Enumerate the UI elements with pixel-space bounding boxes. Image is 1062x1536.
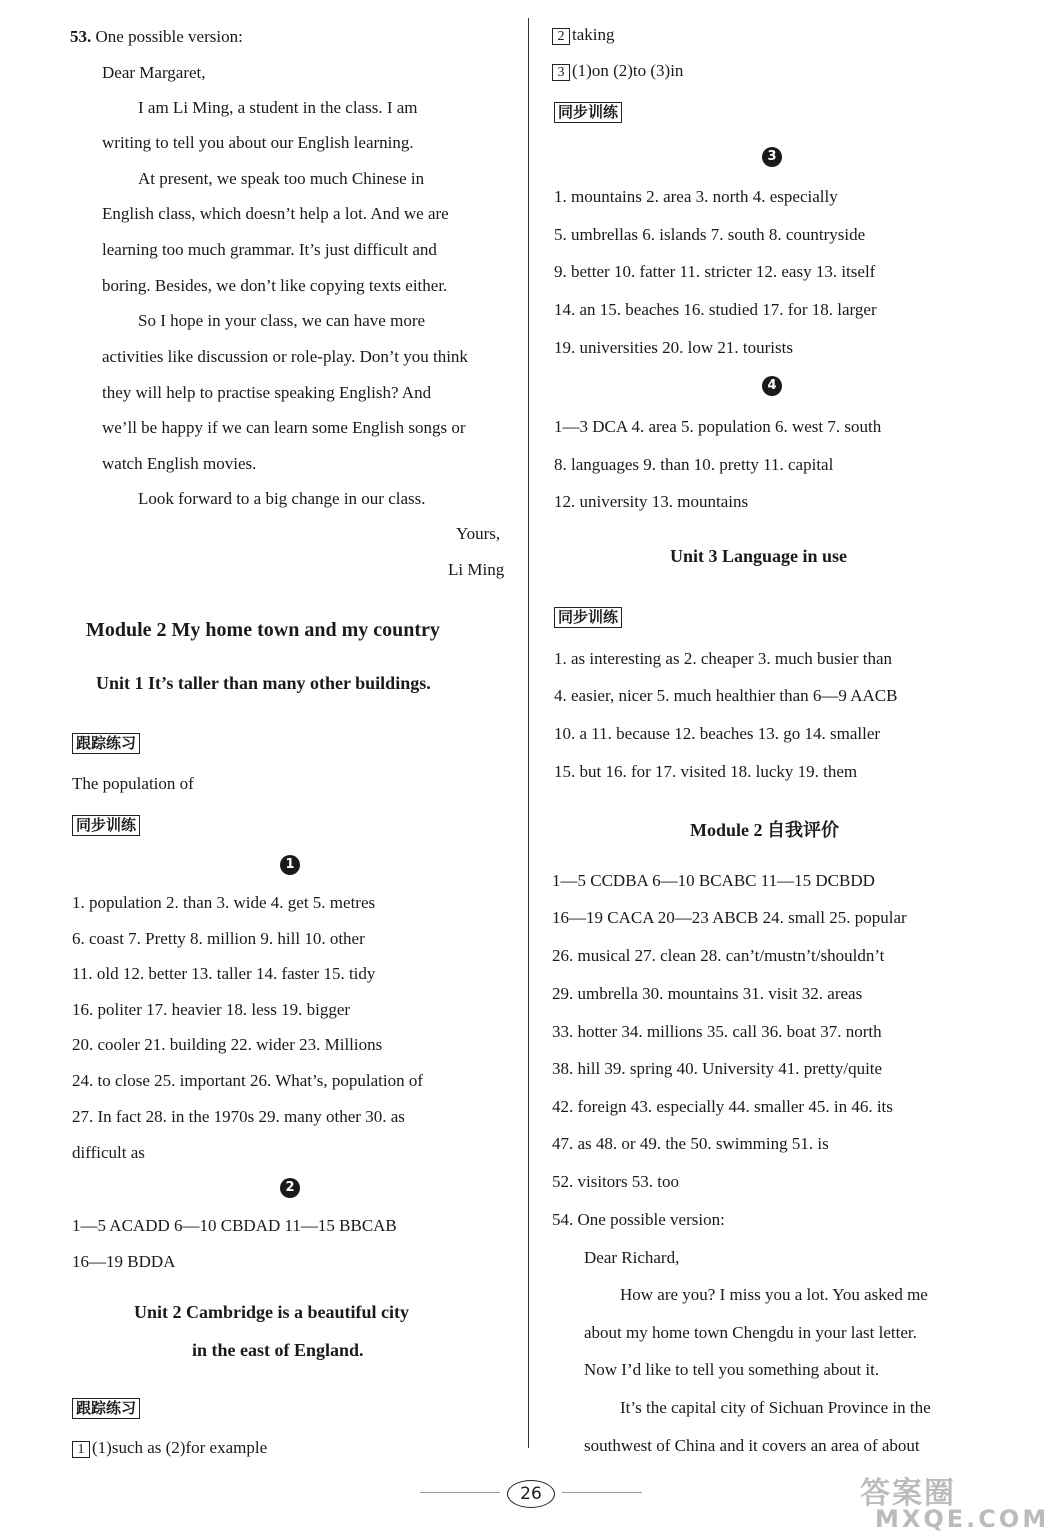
- tag-tongbu-right-2: 同步训练: [554, 607, 622, 628]
- unit2-title-2: in the east of England.: [192, 1340, 364, 1360]
- letter1-line: learning too much grammar. It’s just difficult and: [102, 240, 437, 259]
- ex1-line: 1. population 2. than 3. wide 4. get 5. metres: [72, 893, 376, 912]
- eval-line: 29. umbrella 30. mountains 31. visit 32. areas: [552, 984, 863, 1003]
- letter1-line: I am Li Ming, a student in the class. I am: [138, 98, 418, 117]
- tag-tongbu-right: 同步训练: [554, 102, 622, 123]
- watermark-url: MXQE.COM: [875, 1505, 1050, 1533]
- section-4-icon: 4: [762, 376, 782, 396]
- eval-line: 16—19 CACA 20—23 ABCB 24. small 25. popular: [552, 908, 907, 927]
- letter1-line: So I hope in your class, we can have more: [138, 311, 426, 330]
- ex5-line: 10. a 11. because 12. beaches 13. go 14. smaller: [554, 724, 881, 743]
- box1-line: [72, 1437, 267, 1459]
- genzong-answer: The population of: [72, 774, 194, 793]
- letter1-line: watch English movies.: [102, 454, 257, 473]
- box-2-icon: 2: [552, 28, 570, 45]
- box3-answer: (1)on (2)to (3)in: [572, 61, 684, 80]
- section-3-icon: 3: [762, 147, 782, 167]
- ex1-line: 16. politer 17. heavier 18. less 19. bigger: [72, 1000, 351, 1019]
- q53-line: [70, 26, 243, 48]
- ex1-line: 24. to close 25. important 26. What’s, population of: [72, 1071, 423, 1090]
- ex5-line: 4. easier, nicer 5. much healthier than 6—9 AACB: [554, 686, 898, 705]
- eval-line: 42. foreign 43. especially 44. smaller 45. in 46. its: [552, 1097, 893, 1116]
- letter1-closing: Yours,: [456, 524, 501, 543]
- tag-genzong-2: 跟踪练习: [72, 1398, 140, 1419]
- ex1-line: 20. cooler 21. building 22. wider 23. Millions: [72, 1035, 383, 1054]
- letter1-line: Look forward to a big change in our class.: [138, 489, 426, 508]
- letter1-line: we’ll be happy if we can learn some English songs or: [102, 418, 466, 437]
- letter1-signature: Li Ming: [448, 560, 505, 579]
- letter2-line: southwest of China and it covers an area of about: [584, 1436, 920, 1455]
- page-number: 26: [507, 1480, 555, 1508]
- ex4-line: 1—3 DCA 4. area 5. population 6. west 7. south: [554, 417, 882, 436]
- module-title: Module 2 My home town and my country: [86, 619, 440, 641]
- eval-line: 52. visitors 53. too: [552, 1172, 680, 1191]
- ex2-line: 1—5 ACADD 6—10 CBDAD 11—15 BBCAB: [72, 1216, 397, 1235]
- ex5-line: 1. as interesting as 2. cheaper 3. much busier than: [554, 649, 893, 668]
- box2-answer: taking: [572, 25, 615, 44]
- letter1-line: English class, which doesn’t help a lot. And we are: [102, 204, 449, 223]
- ex1-line: difficult as: [72, 1143, 145, 1162]
- column-divider: [528, 18, 529, 1448]
- eval-line: 54. One possible version:: [552, 1210, 725, 1229]
- ex1-line: 6. coast 7. Pretty 8. million 9. hill 10. other: [72, 929, 365, 948]
- ex3-line: 9. better 10. fatter 11. stricter 12. easy 13. itself: [554, 262, 876, 281]
- ex5-line: 15. but 16. for 17. visited 18. lucky 19. them: [554, 762, 858, 781]
- letter2-line: about my home town Chengdu in your last letter.: [584, 1323, 917, 1342]
- ex3-line: 19. universities 20. low 21. tourists: [554, 338, 793, 357]
- letter1-line: boring. Besides, we don’t like copying texts either.: [102, 276, 448, 295]
- ex1-line: 11. old 12. better 13. taller 14. faster 15. tidy: [72, 964, 376, 983]
- tag-tongbu: 同步训练: [72, 815, 140, 836]
- eval-line: 26. musical 27. clean 28. can’t/mustn’t/shouldn’t: [552, 946, 885, 965]
- ex1-line: 27. In fact 28. in the 1970s 29. many other 30. as: [72, 1107, 405, 1126]
- letter1-line: writing to tell you about our English learning.: [102, 133, 414, 152]
- ex4-line: 8. languages 9. than 10. pretty 11. capital: [554, 455, 834, 474]
- box3-line: [552, 60, 683, 82]
- box-3-icon: 3: [552, 64, 570, 81]
- ex3-line: 5. umbrellas 6. islands 7. south 8. countryside: [554, 225, 866, 244]
- letter2-line: It’s the capital city of Sichuan Province in the: [620, 1398, 931, 1417]
- letter2-line: Now I’d like to tell you something about it.: [584, 1360, 880, 1379]
- letter1-salutation: Dear Margaret,: [102, 63, 206, 82]
- letter1-line: At present, we speak too much Chinese in: [138, 169, 425, 188]
- ex4-line: 12. university 13. mountains: [554, 492, 749, 511]
- ex3-line: 14. an 15. beaches 16. studied 17. for 18. larger: [554, 300, 877, 319]
- eval-line: 47. as 48. or 49. the 50. swimming 51. is: [552, 1134, 829, 1153]
- q53-intro: One possible version:: [95, 27, 243, 46]
- box1-answer: (1)such as (2)for example: [92, 1438, 268, 1457]
- page-decoration-left: [420, 1492, 500, 1493]
- unit1-title: Unit 1 It’s taller than many other buildings.: [96, 673, 431, 693]
- box2-line: [552, 24, 615, 46]
- ex3-line: 1. mountains 2. area 3. north 4. especially: [554, 187, 838, 206]
- letter2-line: How are you? I miss you a lot. You asked me: [620, 1285, 928, 1304]
- unit2-title: Unit 2 Cambridge is a beautiful city: [134, 1302, 410, 1322]
- box-1-icon: 1: [72, 1441, 90, 1458]
- letter1-line: they will help to practise speaking English? And: [102, 383, 432, 402]
- eval-line: 38. hill 39. spring 40. University 41. pretty/quite: [552, 1059, 883, 1078]
- q53-number: 53.: [70, 27, 92, 46]
- tag-genzong: 跟踪练习: [72, 733, 140, 754]
- ex2-line: 16—19 BDDA: [72, 1252, 176, 1271]
- watermark: 答案圈: [860, 1476, 956, 1511]
- letter1-line: activities like discussion or role-play. Don’t you think: [102, 347, 468, 366]
- section-1-icon: 1: [280, 855, 300, 875]
- module2-eval-title: Module 2 自我评价: [690, 820, 840, 840]
- section-2-icon: 2: [280, 1178, 300, 1198]
- unit3-title: Unit 3 Language in use: [670, 546, 848, 566]
- letter2-salutation: Dear Richard,: [584, 1248, 680, 1267]
- eval-line: 33. hotter 34. millions 35. call 36. boat 37. north: [552, 1022, 882, 1041]
- page-decoration-right: [562, 1492, 642, 1493]
- eval-line: 1—5 CCDBA 6—10 BCABC 11—15 DCBDD: [552, 871, 875, 890]
